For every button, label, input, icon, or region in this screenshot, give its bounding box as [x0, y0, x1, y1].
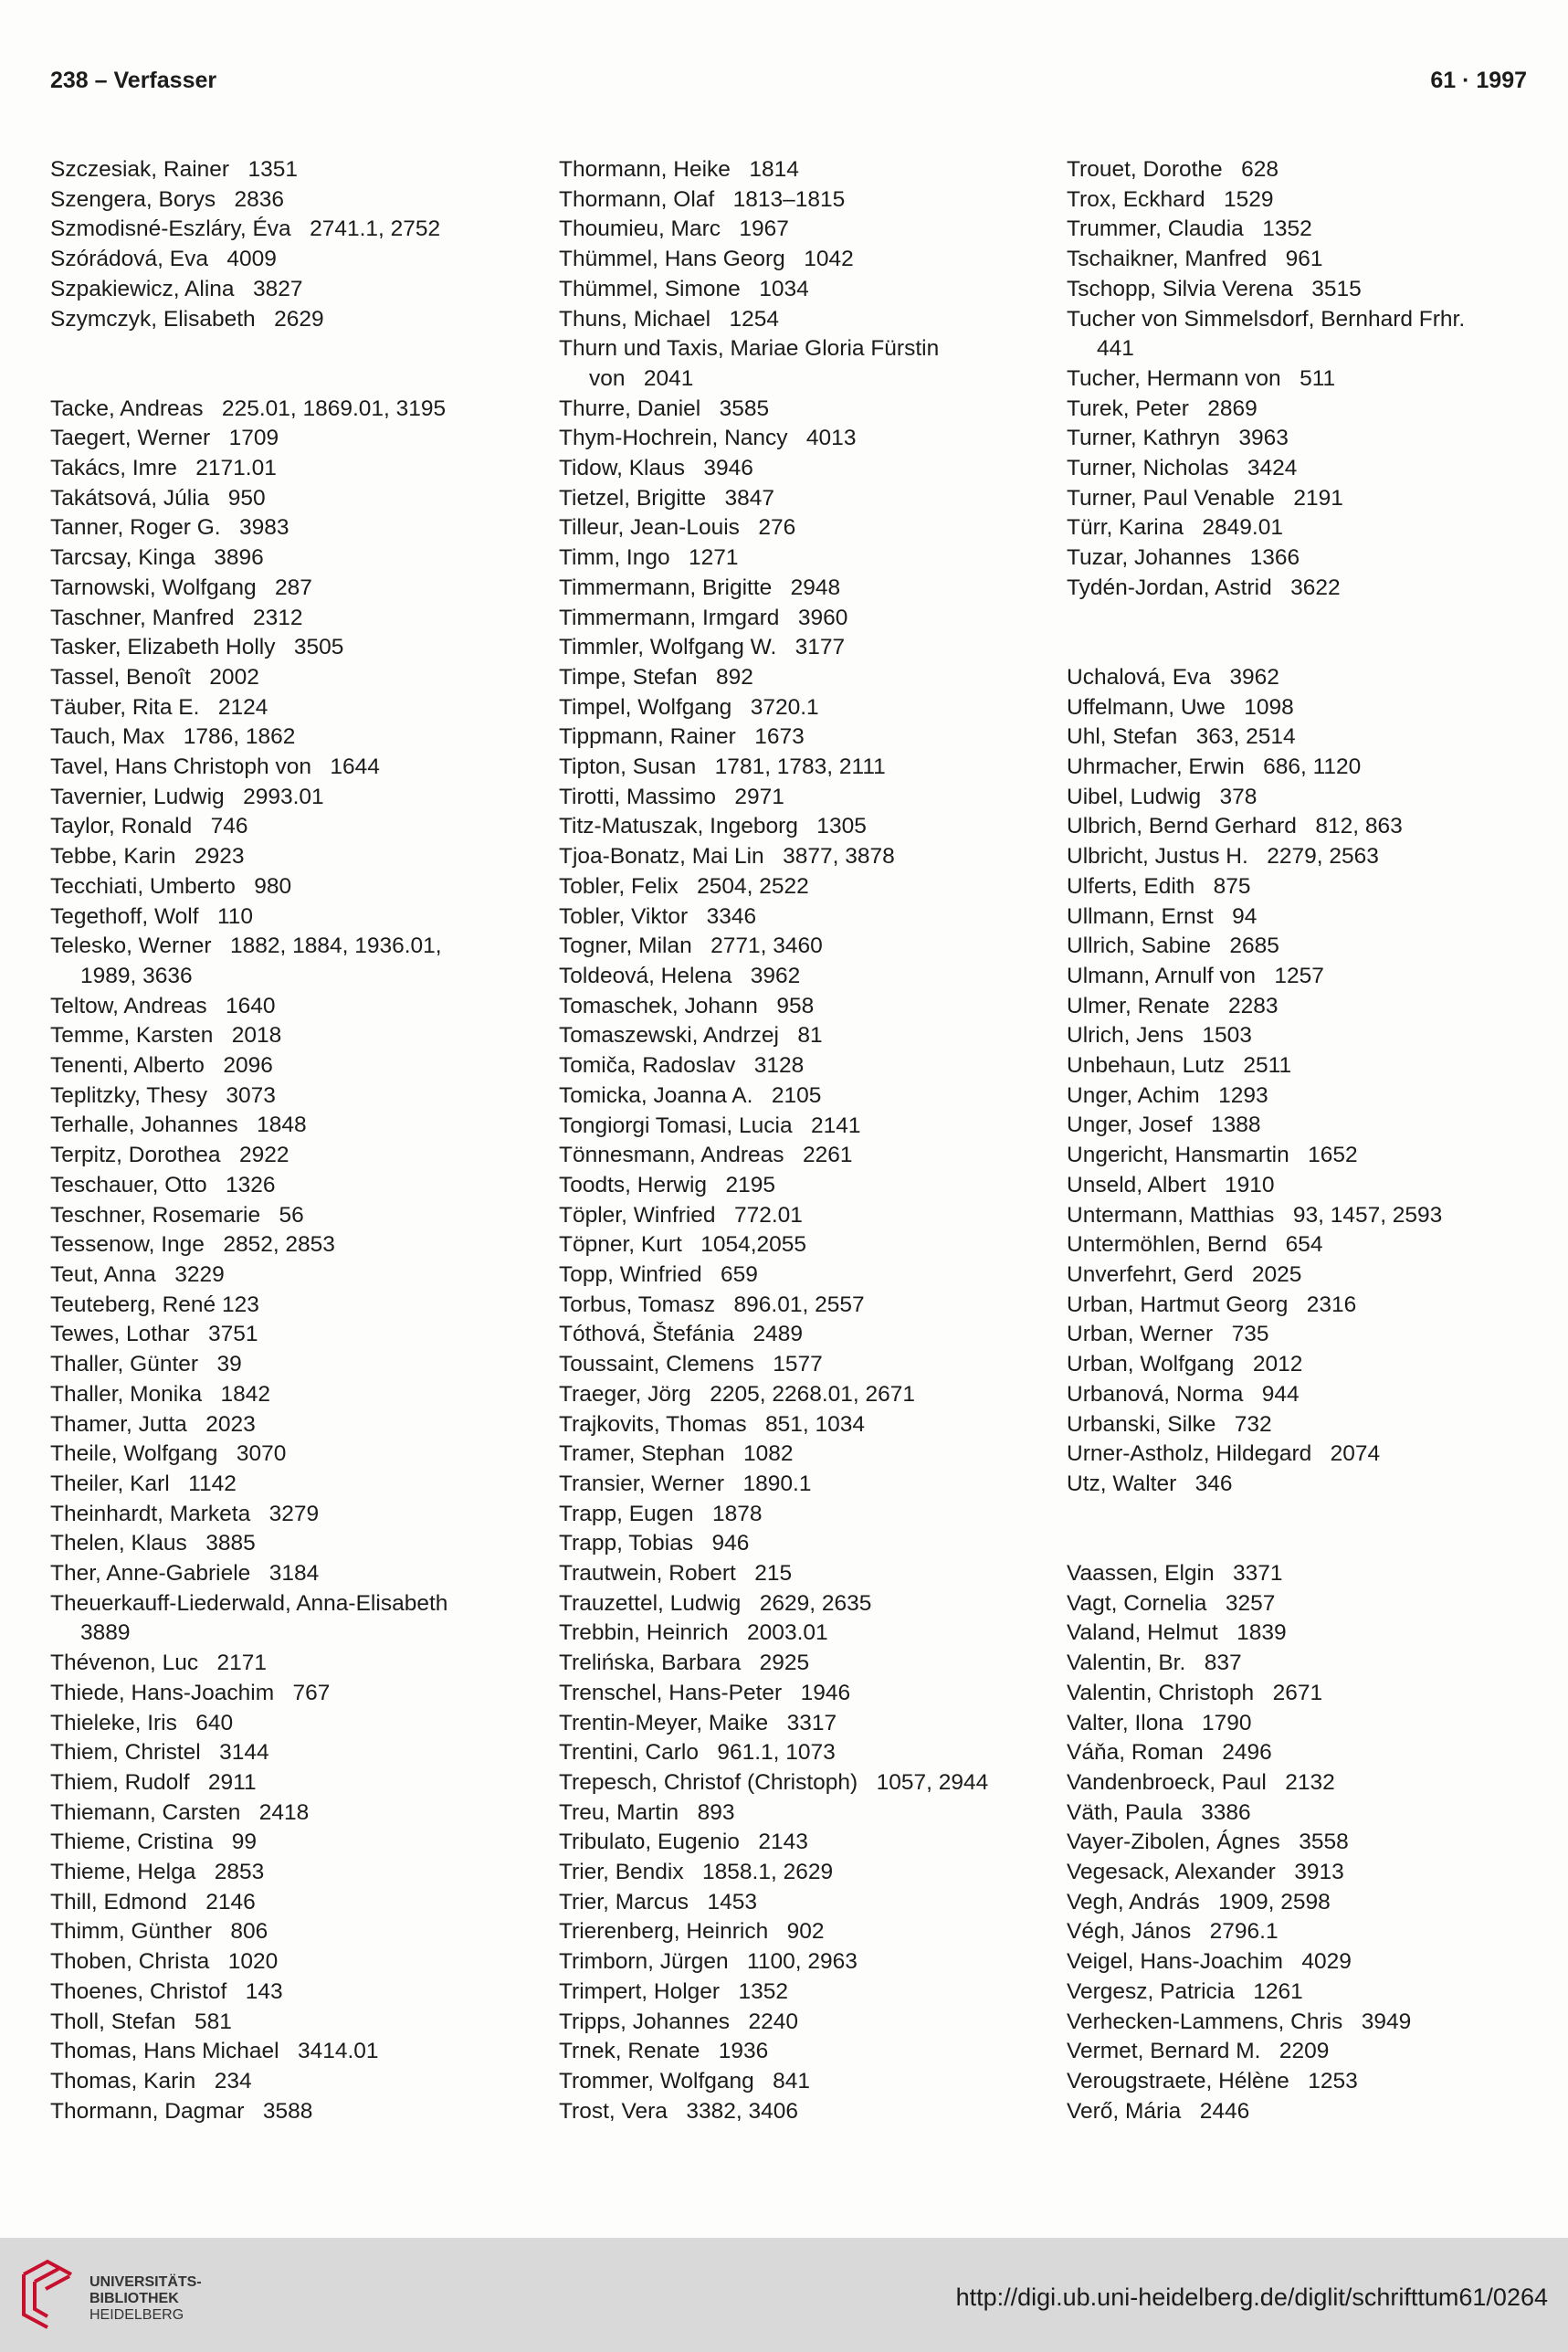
- index-entry: Vermet, Bernard M. 2209: [1067, 2039, 1330, 2064]
- index-entry: Timm, Ingo 1271: [559, 545, 739, 571]
- index-entry: Tassel, Benoît 2002: [50, 664, 259, 690]
- index-entry: Unger, Josef 1388: [1067, 1113, 1261, 1138]
- index-entry: Thümmel, Simone 1034: [559, 276, 809, 301]
- index-entry: Tramer, Stephan 1082: [559, 1441, 794, 1467]
- index-entry: Thiemann, Carsten 2418: [50, 1799, 310, 1825]
- index-entry: Thümmel, Hans Georg 1042: [559, 247, 854, 272]
- index-entry: Trommer, Wolfgang 841: [559, 2069, 811, 2094]
- index-entry: Tavernier, Ludwig 2993.01: [50, 784, 324, 809]
- index-entry: Trost, Vera 3382, 3406: [559, 2098, 798, 2124]
- library-name-line-3: HEIDELBERG: [89, 2307, 184, 2323]
- index-entry: Tarnowski, Wolfgang 287: [50, 575, 312, 600]
- index-entry: Thieme, Cristina 99: [50, 1830, 258, 1855]
- index-entry: Taylor, Ronald 746: [50, 814, 248, 839]
- index-entry: Unseld, Albert 1910: [1067, 1172, 1275, 1197]
- index-entry: Tobler, Felix 2504, 2522: [559, 873, 809, 899]
- index-entry: Thurre, Daniel 3585: [559, 396, 770, 421]
- index-entry: Trierenberg, Heinrich 902: [559, 1919, 825, 1945]
- index-entry: Szpakiewicz, Alina 3827: [50, 276, 303, 301]
- index-entry: Terpitz, Dorothea 2922: [50, 1143, 289, 1168]
- index-entry: Ungericht, Hansmartin 1652: [1067, 1143, 1358, 1168]
- index-entry: Thévenon, Luc 2171: [50, 1651, 268, 1676]
- index-entry: Vagt, Cornelia 3257: [1067, 1590, 1276, 1616]
- index-entry: Toussaint, Clemens 1577: [559, 1352, 823, 1377]
- index-entry: Tholl, Stefan 581: [50, 2009, 232, 2034]
- index-entry: Urban, Werner 735: [1067, 1322, 1269, 1347]
- index-entry: Urban, Hartmut Georg 2316: [1067, 1292, 1357, 1317]
- index-entry: Thiem, Rudolf 2911: [50, 1769, 257, 1795]
- index-entry: Urban, Wolfgang 2012: [1067, 1352, 1303, 1377]
- index-entry: Theinhardt, Marketa 3279: [50, 1501, 320, 1526]
- index-entry: Theile, Wolfgang 3070: [50, 1441, 287, 1467]
- index-entry: Thormann, Dagmar 3588: [50, 2098, 313, 2124]
- index-entry: Uibel, Ludwig 378: [1067, 784, 1258, 809]
- index-entry: Tessenow, Inge 2852, 2853: [50, 1232, 335, 1258]
- index-entry: Theuerkauff-Liederwald, Anna-Elisabeth: [50, 1590, 448, 1616]
- index-entry: Váňa, Roman 2496: [1067, 1740, 1272, 1766]
- index-entry: Vaassen, Elgin 3371: [1067, 1560, 1283, 1586]
- index-entry: Szmodisné-Eszláry, Éva 2741.1, 2752: [50, 216, 441, 242]
- index-entry: Tuzar, Johannes 1366: [1067, 545, 1300, 571]
- index-entry: Verhecken-Lammens, Chris 3949: [1067, 2009, 1412, 2034]
- index-entry: Vegh, András 1909, 2598: [1067, 1889, 1331, 1914]
- index-entry: Ther, Anne-Gabriele 3184: [50, 1561, 320, 1587]
- index-entry: Täuber, Rita E. 2124: [50, 694, 268, 720]
- index-entry: Tomiča, Radoslav 3128: [559, 1053, 805, 1079]
- index-entry: Uchalová, Eva 3962: [1067, 664, 1279, 690]
- index-entry: Szymczyk, Elisabeth 2629: [50, 306, 324, 332]
- index-entry: Trapp, Tobias 946: [559, 1531, 750, 1556]
- index-entry: Trier, Bendix 1858.1, 2629: [559, 1860, 834, 1885]
- viewer-footer: [0, 2238, 1568, 2352]
- section-gap: [50, 364, 525, 395]
- index-entry: Tönnesmann, Andreas 2261: [559, 1143, 853, 1168]
- index-entry: Timpel, Wolfgang 3720.1: [559, 694, 819, 720]
- section-gap: [1067, 1500, 1542, 1530]
- index-entry: Tydén-Jordan, Astrid 3622: [1067, 575, 1341, 600]
- index-entry: Tippmann, Rainer 1673: [559, 724, 805, 750]
- index-entry: Ulferts, Edith 875: [1067, 873, 1251, 899]
- index-entry: Thelen, Klaus 3885: [50, 1531, 256, 1556]
- index-entry: Tschopp, Silvia Verena 3515: [1067, 276, 1362, 301]
- index-entry: Teschner, Rosemarie 56: [50, 1202, 304, 1228]
- index-entry: Terhalle, Johannes 1848: [50, 1113, 307, 1138]
- index-entry: Tebbe, Karin 2923: [50, 844, 245, 870]
- index-entry: Vandenbroeck, Paul 2132: [1067, 1769, 1335, 1795]
- index-entry: Tobler, Viktor 3346: [559, 903, 757, 929]
- index-entry: Turek, Peter 2869: [1067, 396, 1258, 421]
- running-head-left: 238 – Verfasser: [50, 68, 217, 93]
- index-entry: Thamer, Jutta 2023: [50, 1411, 256, 1437]
- index-entry: Szórádová, Eva 4009: [50, 247, 277, 272]
- index-entry: Unbehaun, Lutz 2511: [1067, 1053, 1292, 1079]
- index-entry: Ulbricht, Justus H. 2279, 2563: [1067, 844, 1379, 870]
- index-entry: Trauzettel, Ludwig 2629, 2635: [559, 1590, 872, 1616]
- index-entry: Timmermann, Brigitte 2948: [559, 575, 841, 600]
- index-entry: Uffelmann, Uwe 1098: [1067, 694, 1294, 720]
- index-entry: Tavel, Hans Christoph von 1644: [50, 754, 380, 780]
- index-entry: Tucher von Simmelsdorf, Bernhard Frhr.: [1067, 306, 1466, 332]
- index-entry: Untermann, Matthias 93, 1457, 2593: [1067, 1202, 1443, 1228]
- index-entry: Trautwein, Robert 215: [559, 1561, 793, 1587]
- index-column-1: [50, 155, 525, 2126]
- index-entry: Tarcsay, Kinga 3896: [50, 545, 264, 571]
- index-entry: Taschner, Manfred 2312: [50, 605, 303, 630]
- index-entry: Töpner, Kurt 1054,2055: [559, 1232, 807, 1258]
- index-entry: Timmermann, Irmgard 3960: [559, 605, 848, 630]
- index-entry: Ullrich, Sabine 2685: [1067, 933, 1279, 959]
- index-entry: Trimpert, Holger 1352: [559, 1978, 788, 2004]
- index-entry: Tribulato, Eugenio 2143: [559, 1830, 808, 1855]
- index-entry: Trouet, Dorothe 628: [1067, 157, 1279, 182]
- index-entry: Thiede, Hans-Joachim 767: [50, 1680, 331, 1705]
- index-entry: Tomicka, Joanna A. 2105: [559, 1082, 822, 1108]
- index-entry: Thiem, Christel 3144: [50, 1740, 269, 1766]
- index-entry: Trnek, Renate 1936: [559, 2039, 769, 2064]
- index-entry: Tripps, Johannes 2240: [559, 2009, 798, 2034]
- index-entry: Thieme, Helga 2853: [50, 1860, 265, 1885]
- index-entry: Thym-Hochrein, Nancy 4013: [559, 426, 857, 451]
- index-entry: Thaller, Günter 39: [50, 1352, 242, 1377]
- index-entry: Teltow, Andreas 1640: [50, 993, 276, 1018]
- index-entry: Uhrmacher, Erwin 686, 1120: [1067, 754, 1362, 780]
- index-entry: Trentini, Carlo 961.1, 1073: [559, 1740, 836, 1766]
- library-name-line-2: BIBLIOTHEK: [89, 2291, 179, 2306]
- index-entry: Thomas, Karin 234: [50, 2068, 252, 2094]
- index-entry: Vergesz, Patricia 1261: [1067, 1978, 1303, 2004]
- index-entry: Togner, Milan 2771, 3460: [559, 933, 823, 959]
- index-entry: Utz, Walter 346: [1067, 1471, 1233, 1496]
- index-entry: Tanner, Roger G. 3983: [50, 515, 289, 541]
- index-entry: Torbus, Tomasz 896.01, 2557: [559, 1292, 865, 1317]
- index-entry: Tongiorgi Tomasi, Lucia 2141: [559, 1113, 861, 1138]
- index-entry: Tenenti, Alberto 2096: [50, 1053, 273, 1079]
- document-url-link[interactable]: http://digi.ub.uni-heidelberg.de/diglit/schrifttum61/0264: [955, 2283, 1548, 2311]
- index-entry: Tegethoff, Wolf 110: [50, 903, 254, 929]
- index-entry: Taegert, Werner 1709: [50, 426, 279, 451]
- library-logo-icon[interactable]: [16, 2256, 80, 2333]
- index-entry: Urbanová, Norma 944: [1067, 1381, 1300, 1407]
- index-entry-continuation: von 2041: [589, 365, 694, 391]
- index-entry: Valentin, Christoph 2671: [1067, 1680, 1323, 1705]
- index-column-2: [559, 155, 1034, 2126]
- index-entry: Tirotti, Massimo 2971: [559, 784, 784, 809]
- index-entry: Treu, Martin 893: [559, 1799, 735, 1825]
- index-entry: Urbanski, Silke 732: [1067, 1411, 1272, 1437]
- index-column-3: [1067, 155, 1542, 2126]
- index-entry: Töpler, Winfried 772.01: [559, 1202, 803, 1228]
- index-entry: Thormann, Olaf 1813–1815: [559, 186, 846, 212]
- index-entry: Timmler, Wolfgang W. 3177: [559, 635, 846, 660]
- index-entry: Tietzel, Brigitte 3847: [559, 485, 775, 511]
- index-entry: Tóthová, Štefánia 2489: [559, 1322, 803, 1347]
- index-entry: Tjoa-Bonatz, Mai Lin 3877, 3878: [559, 844, 895, 870]
- index-entry: Unger, Achim 1293: [1067, 1082, 1268, 1108]
- library-name-line-1: UNIVERSITÄTS-: [89, 2274, 202, 2290]
- index-entry-continuation: 3889: [80, 1620, 131, 1646]
- index-entry: Tecchiati, Umberto 980: [50, 873, 292, 899]
- index-entry: Turner, Paul Venable 2191: [1067, 485, 1343, 511]
- index-entry: Valand, Helmut 1839: [1067, 1620, 1287, 1646]
- index-entry: Valentin, Br. 837: [1067, 1651, 1242, 1676]
- index-entry: Teplitzky, Thesy 3073: [50, 1082, 276, 1108]
- index-entry: Thuns, Michael 1254: [559, 306, 780, 332]
- index-entry: Timpe, Stefan 892: [559, 664, 753, 690]
- index-entry: Topp, Winfried 659: [559, 1262, 758, 1288]
- index-entry: Vayer-Zibolen, Ágnes 3558: [1067, 1830, 1349, 1855]
- index-entry: Trier, Marcus 1453: [559, 1889, 757, 1914]
- index-entry: Thill, Edmond 2146: [50, 1889, 256, 1914]
- index-entry: Ulmann, Arnulf von 1257: [1067, 963, 1324, 988]
- index-entry: Thoumieu, Marc 1967: [559, 216, 789, 242]
- index-entry: Väth, Paula 3386: [1067, 1799, 1251, 1825]
- index-entry: Telesko, Werner 1882, 1884, 1936.01,: [50, 933, 442, 959]
- index-entry: Verő, Mária 2446: [1067, 2098, 1250, 2124]
- index-entry: Trummer, Claudia 1352: [1067, 216, 1312, 242]
- index-entry: Trimborn, Jürgen 1100, 2963: [559, 1949, 858, 1975]
- index-entry: Teuteberg, René 123: [50, 1292, 259, 1317]
- index-entry: Tasker, Elizabeth Holly 3505: [50, 635, 344, 660]
- index-entry: Tauch, Max 1786, 1862: [50, 724, 296, 750]
- index-entry: Trelińska, Barbara 2925: [559, 1651, 810, 1676]
- section-gap: [1067, 633, 1542, 663]
- index-entry: Szczesiak, Rainer 1351: [50, 157, 298, 182]
- index-entry: Untermöhlen, Bernd 654: [1067, 1232, 1323, 1258]
- index-entry: Tomaschek, Johann 958: [559, 993, 815, 1018]
- index-entry: Trapp, Eugen 1878: [559, 1501, 763, 1526]
- index-entry: Teschauer, Otto 1326: [50, 1172, 276, 1197]
- index-entry: Szengera, Borys 2836: [50, 186, 285, 212]
- index-entry: Ulrich, Jens 1503: [1067, 1023, 1252, 1049]
- index-entry: Toldeová, Helena 3962: [559, 963, 801, 988]
- index-entry: Trajkovits, Thomas 851, 1034: [559, 1411, 865, 1437]
- index-entry: Thoenes, Christof 143: [50, 1978, 283, 2004]
- index-entry: Valter, Ilona 1790: [1067, 1710, 1252, 1735]
- index-entry: Trentin-Meyer, Maike 3317: [559, 1710, 837, 1735]
- index-entry: Thomas, Hans Michael 3414.01: [50, 2039, 379, 2064]
- index-entry: Tacke, Andreas 225.01, 1869.01, 3195: [50, 396, 447, 421]
- index-entry: Theiler, Karl 1142: [50, 1471, 237, 1496]
- index-entry: Ulmer, Renate 2283: [1067, 993, 1279, 1018]
- index-entry: Uhl, Stefan 363, 2514: [1067, 724, 1296, 750]
- index-entry: Urner-Astholz, Hildegard 2074: [1067, 1441, 1381, 1467]
- index-entry: Turner, Kathryn 3963: [1067, 426, 1289, 451]
- index-entry: Türr, Karina 2849.01: [1067, 515, 1283, 541]
- index-entry: Takátsová, Júlia 950: [50, 485, 266, 511]
- index-entry: Vegesack, Alexander 3913: [1067, 1860, 1344, 1885]
- index-entry: Thormann, Heike 1814: [559, 157, 799, 182]
- index-entry: Ullmann, Ernst 94: [1067, 903, 1258, 929]
- index-entry: Takács, Imre 2171.01: [50, 456, 277, 480]
- index-entry: Traeger, Jörg 2205, 2268.01, 2671: [559, 1381, 916, 1407]
- index-entry: Transier, Werner 1890.1: [559, 1471, 812, 1496]
- index-entry: Thoben, Christa 1020: [50, 1949, 279, 1975]
- index-entry: Temme, Karsten 2018: [50, 1023, 282, 1049]
- index-entry: Tucher, Hermann von 511: [1067, 365, 1336, 391]
- index-entry: Teut, Anna 3229: [50, 1261, 225, 1287]
- index-entry: Végh, János 2796.1: [1067, 1919, 1279, 1945]
- section-gap: [1067, 604, 1542, 634]
- index-entry: Tewes, Lothar 3751: [50, 1322, 258, 1347]
- index-entry: Thurn und Taxis, Mariae Gloria Fürstin: [559, 336, 940, 362]
- index-entry: Tipton, Susan 1781, 1783, 2111: [559, 754, 886, 780]
- index-entry: Verougstraete, Hélène 1253: [1067, 2068, 1358, 2094]
- index-entry-continuation: 1989, 3636: [80, 963, 193, 988]
- index-entry: Tschaikner, Manfred 961: [1067, 247, 1323, 272]
- index-entry: Tidow, Klaus 3946: [559, 456, 753, 481]
- index-entry: Tomaszewski, Andrzej 81: [559, 1023, 823, 1049]
- index-entry: Tilleur, Jean-Louis 276: [559, 515, 796, 541]
- index-entry: Toodts, Herwig 2195: [559, 1172, 775, 1197]
- section-gap: [1067, 1529, 1542, 1559]
- index-entry: Thieleke, Iris 640: [50, 1710, 234, 1735]
- library-name: [89, 2274, 202, 2324]
- section-gap: [50, 334, 525, 364]
- index-entry: Trepesch, Christof (Christoph) 1057, 2944: [559, 1769, 989, 1795]
- index-entry-continuation: 441: [1097, 336, 1134, 362]
- index-entry: Thaller, Monika 1842: [50, 1381, 271, 1407]
- index-entry: Turner, Nicholas 3424: [1067, 456, 1298, 481]
- index-entry: Titz-Matuszak, Ingeborg 1305: [559, 814, 867, 839]
- index-entry: Trenschel, Hans-Peter 1946: [559, 1680, 851, 1705]
- index-entry: Veigel, Hans-Joachim 4029: [1067, 1949, 1352, 1975]
- index-entry: Trebbin, Heinrich 2003.01: [559, 1620, 828, 1646]
- running-head-right: 61 · 1997: [1430, 68, 1527, 93]
- index-entry: Trox, Eckhard 1529: [1067, 186, 1274, 212]
- index-entry: Thimm, Günther 806: [50, 1919, 268, 1945]
- index-entry: Ulbrich, Bernd Gerhard 812, 863: [1067, 814, 1403, 839]
- index-entry: Unverfehrt, Gerd 2025: [1067, 1261, 1302, 1287]
